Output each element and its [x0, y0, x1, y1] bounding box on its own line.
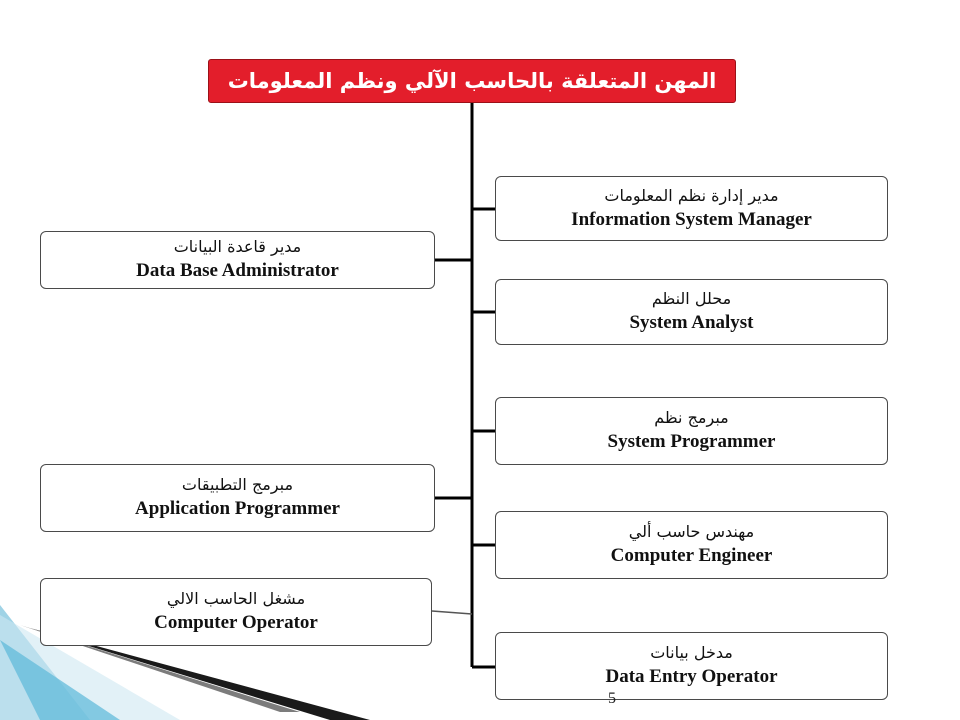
node-label-english: Computer Operator: [154, 612, 318, 633]
node-label-english: Application Programmer: [135, 498, 340, 519]
node-system-programmer: [495, 397, 888, 465]
node-computer-engineer: [495, 511, 888, 579]
node-information-system-manager: [495, 176, 888, 241]
node-label-english: Data Base Administrator: [136, 260, 339, 281]
node-application-programmer: [40, 464, 435, 532]
branch-line-computer-operator: [432, 611, 472, 614]
node-label-english: Data Entry Operator: [605, 666, 778, 687]
node-label-english: Computer Engineer: [610, 545, 773, 566]
node-label-arabic: مبرمج نظم: [654, 408, 729, 427]
node-data-entry-operator: [495, 632, 888, 700]
node-label-arabic: مدير إدارة نظم المعلومات: [604, 185, 779, 205]
node-label-arabic: مبرمج التطبيقات: [181, 475, 294, 494]
node-label-english: System Analyst: [629, 312, 754, 333]
page-number: 5: [608, 690, 616, 707]
chart-title: المهن المتعلقة بالحاسب الآلي ونظم المعلومات: [208, 59, 736, 103]
node-label-english: Information System Manager: [571, 208, 812, 230]
node-database-administrator: [40, 231, 435, 289]
node-label-arabic: مدخل بيانات: [650, 643, 733, 662]
node-label-arabic: مهندس حاسب ألي: [628, 522, 755, 541]
node-label-arabic: محلل النظم: [651, 289, 732, 308]
node-computer-operator: [40, 578, 432, 646]
node-label-arabic: مشغل الحاسب الالي: [166, 589, 306, 608]
node-label-arabic: مدير قاعدة البيانات: [173, 237, 302, 256]
node-label-english: System Programmer: [607, 431, 776, 452]
node-system-analyst: [495, 279, 888, 345]
